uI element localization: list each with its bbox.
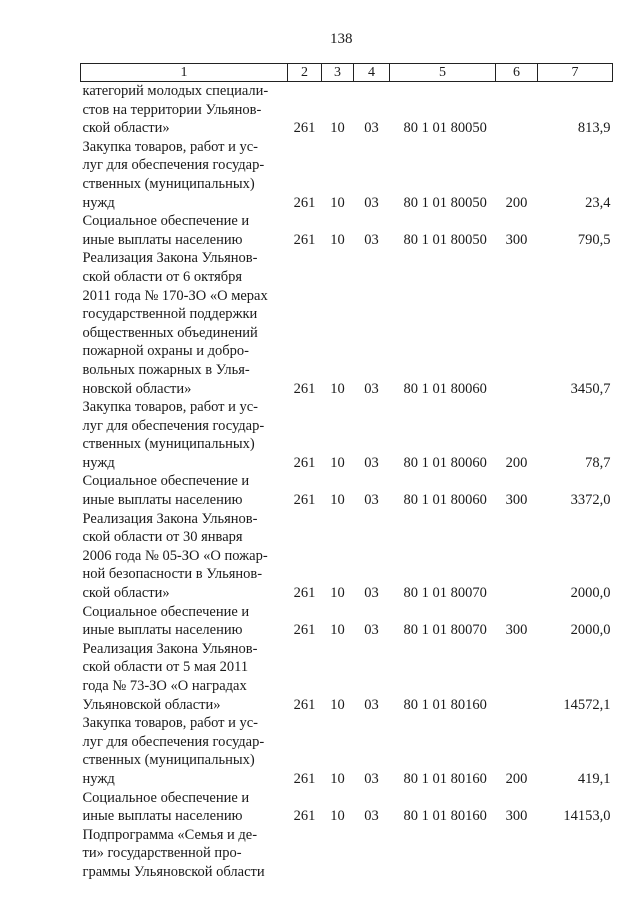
row-name-line: года № 73-ЗО «О наградах	[82, 678, 247, 694]
table-row	[81, 826, 613, 882]
col-3-cell	[322, 826, 354, 882]
col-3-cell: 10	[330, 194, 345, 211]
header-col-3: 3	[322, 64, 354, 82]
row-name-line: иные выплаты населению	[82, 231, 243, 248]
row-name-line: Социальное обеспечение и	[82, 473, 250, 490]
row-name-line: Подпрограмма «Семья и де-	[82, 826, 258, 843]
col-4-cell: 03	[364, 808, 379, 825]
table-row	[81, 714, 613, 788]
table-body	[81, 82, 613, 882]
col-6-cell	[496, 826, 538, 882]
col-3-cell: 10	[330, 622, 345, 639]
table-row	[81, 640, 613, 714]
row-name-line: 2011 года № 170-ЗО «О мерах	[82, 287, 268, 304]
col-5-cell: 80 1 01 80060	[403, 454, 487, 471]
table-row	[81, 249, 613, 398]
col-4-cell: 03	[364, 770, 379, 787]
col-6-cell: 300	[505, 808, 528, 825]
col-6-cell: 200	[505, 454, 528, 471]
col-3-cell: 10	[330, 492, 345, 509]
row-name-line: Социальное обеспечение и	[82, 789, 250, 806]
row-name-line: категорий молодых специали-	[82, 83, 269, 99]
col-5-cell: 80 1 01 80050	[403, 194, 487, 211]
table-header	[81, 64, 613, 82]
col-4-cell: 03	[364, 194, 379, 211]
col-4-cell: 03	[364, 622, 379, 639]
col-7-cell: 2000,0	[570, 622, 611, 639]
col-2-cell	[288, 826, 322, 882]
row-name-line: луг для обеспечения государ-	[82, 157, 265, 174]
row-name-line: Реализация Закона Ульянов-	[82, 640, 258, 657]
table-row	[81, 82, 613, 138]
row-name-line: иные выплаты населению	[82, 492, 243, 509]
col-5-cell: 80 1 01 80060	[403, 492, 487, 509]
row-name-line: 2006 года № 05-ЗО «О пожар-	[82, 547, 268, 564]
table-row	[81, 212, 613, 249]
header-col-5: 5	[390, 64, 496, 82]
col-2-cell: 261	[293, 585, 316, 602]
col-6-cell: 300	[505, 231, 528, 248]
col-2-cell: 261	[293, 492, 316, 509]
row-name-line: ской области от 30 января	[82, 529, 243, 546]
col-3-cell: 10	[330, 454, 345, 471]
col-3-cell: 10	[330, 696, 345, 713]
row-name-line: Ульяновской области»	[82, 696, 221, 713]
col-7-cell	[538, 826, 613, 882]
col-2-cell: 261	[293, 194, 316, 211]
table-row	[81, 472, 613, 509]
col-6-cell	[496, 82, 538, 138]
col-4-cell: 03	[364, 454, 379, 471]
row-name-line: ской области от 6 октября	[82, 268, 243, 285]
page-number: 138	[330, 31, 353, 47]
row-name-line: нужд	[82, 194, 115, 211]
row-name-line: граммы Ульяновской области	[82, 863, 265, 880]
row-name-line: Социальное обеспечение и	[82, 603, 250, 620]
col-3-cell: 10	[330, 231, 345, 248]
col-3-cell: 10	[330, 808, 345, 825]
row-name-cell	[81, 398, 288, 472]
col-2-cell: 261	[293, 770, 316, 787]
header-col-1: 1	[81, 64, 288, 82]
row-name-line: иные выплаты населению	[82, 622, 243, 639]
col-4-cell: 03	[364, 492, 379, 509]
row-name-line: новской области»	[82, 380, 192, 397]
col-6-cell: 300	[505, 622, 528, 639]
col-2-cell: 261	[293, 454, 316, 471]
col-4-cell: 03	[364, 231, 379, 248]
col-2-cell: 261	[293, 231, 316, 248]
header-col-7: 7	[538, 64, 613, 82]
col-5-cell: 80 1 01 80160	[403, 808, 487, 825]
col-7-cell: 78,7	[585, 454, 611, 471]
col-2-cell: 261	[293, 696, 316, 713]
row-name-line: луг для обеспечения государ-	[82, 733, 265, 750]
col-7-cell: 419,1	[577, 770, 611, 787]
col-7-cell: 3450,7	[570, 380, 611, 397]
row-name-cell	[81, 789, 288, 826]
row-name-line: луг для обеспечения государ-	[82, 417, 265, 434]
row-name-cell	[81, 82, 288, 138]
header-col-6: 6	[496, 64, 538, 82]
col-5-cell: 80 1 01 80160	[403, 696, 487, 713]
col-7-cell: 14572,1	[563, 696, 611, 713]
table-row	[81, 510, 613, 603]
col-7-cell: 23,4	[585, 194, 611, 211]
row-name-line: Закупка товаров, работ и ус-	[82, 715, 259, 732]
row-name-cell	[81, 510, 288, 603]
col-5-cell: 80 1 01 80050	[403, 120, 487, 137]
col-2-cell: 261	[293, 622, 316, 639]
col-5-cell: 80 1 01 80070	[403, 622, 487, 639]
row-name-cell	[81, 714, 288, 788]
row-name-line: общественных объединений	[82, 324, 258, 341]
col-3-cell: 10	[330, 380, 345, 397]
row-name-line: стов на территории Ульянов-	[82, 101, 262, 118]
row-name-cell	[81, 212, 288, 249]
col-7-cell: 3372,0	[570, 492, 611, 509]
col-6-cell	[496, 640, 538, 714]
col-4-cell	[354, 826, 390, 882]
col-7-cell: 813,9	[577, 120, 611, 137]
table-row	[81, 603, 613, 640]
col-3-cell: 10	[330, 120, 345, 137]
budget-table	[80, 63, 613, 882]
row-name-line: ской области»	[82, 120, 170, 137]
col-4-cell: 03	[364, 696, 379, 713]
header-col-4: 4	[354, 64, 390, 82]
col-2-cell: 261	[293, 808, 316, 825]
col-7-cell: 2000,0	[570, 585, 611, 602]
col-4-cell: 03	[364, 585, 379, 602]
header-col-2: 2	[288, 64, 322, 82]
col-5-cell: 80 1 01 80070	[403, 585, 487, 602]
table-row	[81, 789, 613, 826]
row-name-line: ти» государственной про-	[82, 845, 242, 862]
col-5-cell: 80 1 01 80050	[403, 231, 487, 248]
row-name-line: Реализация Закона Ульянов-	[82, 510, 258, 527]
col-7-cell: 14153,0	[563, 808, 611, 825]
col-6-cell	[496, 510, 538, 603]
col-6-cell: 200	[505, 194, 528, 211]
row-name-line: ственных (муниципальных)	[82, 175, 255, 192]
row-name-cell	[81, 472, 288, 509]
row-name-line: ственных (муниципальных)	[82, 436, 255, 453]
col-7-cell: 790,5	[577, 231, 611, 248]
table-row	[81, 398, 613, 472]
row-name-cell	[81, 640, 288, 714]
row-name-cell	[81, 249, 288, 398]
row-name-line: Закупка товаров, работ и ус-	[82, 138, 259, 155]
row-name-line: Реализация Закона Ульянов-	[82, 250, 258, 267]
row-name-cell	[81, 603, 288, 640]
col-4-cell: 03	[364, 120, 379, 137]
row-name-line: ской области от 5 мая 2011	[82, 659, 249, 676]
row-name-line: нужд	[82, 454, 115, 471]
row-name-line: Социальное обеспечение и	[82, 213, 250, 230]
row-name-cell	[81, 138, 288, 212]
row-name-line: иные выплаты населению	[82, 808, 243, 825]
col-2-cell: 261	[293, 380, 316, 397]
row-name-line: ной безопасности в Ульянов-	[82, 566, 263, 583]
table-row	[81, 138, 613, 212]
row-name-line: вольных пожарных в Улья-	[82, 361, 250, 378]
col-6-cell: 300	[505, 492, 528, 509]
row-name-cell	[81, 826, 288, 882]
header-row	[81, 64, 613, 82]
row-name-line: нужд	[82, 770, 115, 787]
row-name-line: ственных (муниципальных)	[82, 752, 255, 769]
row-name-line: ской области»	[82, 585, 170, 602]
col-5-cell	[390, 826, 496, 882]
row-name-line: Закупка товаров, работ и ус-	[82, 399, 259, 416]
col-4-cell: 03	[364, 380, 379, 397]
row-name-line: государственной поддержки	[82, 306, 258, 323]
col-3-cell: 10	[330, 770, 345, 787]
col-5-cell: 80 1 01 80060	[403, 380, 487, 397]
col-5-cell: 80 1 01 80160	[403, 770, 487, 787]
col-6-cell: 200	[505, 770, 528, 787]
col-3-cell: 10	[330, 585, 345, 602]
col-6-cell	[496, 249, 538, 398]
row-name-line: пожарной охраны и добро-	[82, 343, 249, 360]
col-2-cell: 261	[293, 120, 316, 137]
